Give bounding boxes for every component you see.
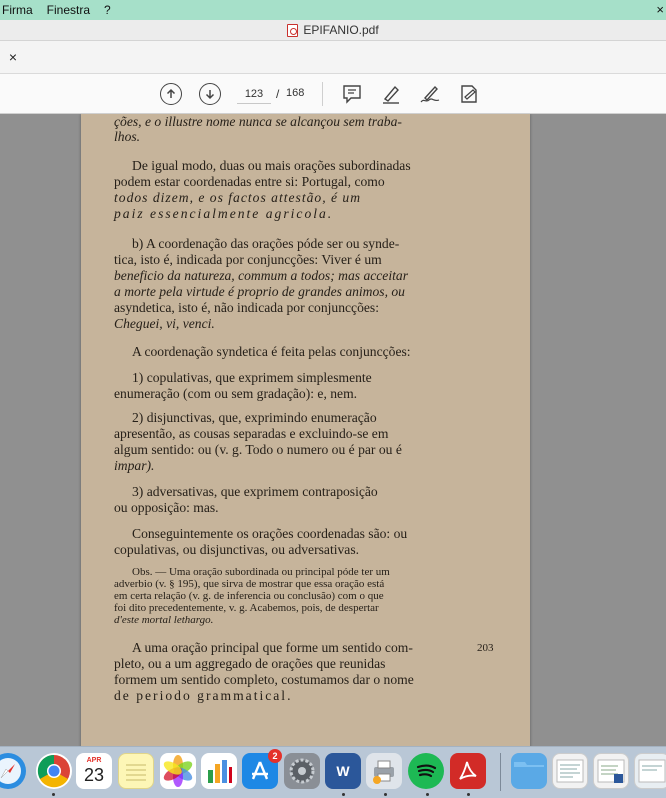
window-title: EPIFANIO.pdf	[303, 23, 379, 37]
text-line: ções, e o illustre nome nunca se alcançou sem traba-	[114, 114, 402, 129]
text-line: de periodo grammatical.	[114, 688, 293, 703]
dock-running-indicator	[342, 793, 345, 796]
text-line: pleto, ou a um aggregado de orações que reunidas	[114, 656, 386, 671]
acrobat-icon[interactable]	[450, 753, 486, 789]
text-line: formem um sentido completo, costumamos dar o nome	[114, 672, 414, 687]
numbers-icon[interactable]	[201, 753, 237, 789]
menu-bar	[0, 0, 666, 20]
dock-running-indicator	[467, 793, 470, 796]
total-pages: 168	[286, 87, 305, 99]
note-line: Obs. — Uma oração subordinada ou principal póde ter um	[132, 566, 390, 578]
comment-icon[interactable]	[341, 83, 363, 105]
pdf-page	[81, 114, 530, 746]
menu-item-firma[interactable]: Firma	[2, 3, 33, 17]
image-document-icon[interactable]	[634, 753, 666, 789]
close-icon[interactable]: ×	[656, 2, 664, 17]
text-line: algum sentido: ou (v. g. Todo o numero ou é par ou é	[114, 442, 402, 457]
margin-number: 203	[477, 642, 494, 654]
pdf-file-icon	[287, 24, 298, 37]
text-line: 2) disjunctivas, que, exprimindo enumeração	[132, 410, 377, 425]
system-preferences-icon[interactable]	[284, 753, 320, 789]
text-line: ou opposição: mas.	[114, 500, 219, 515]
text-line: impar).	[114, 458, 155, 473]
calendar-icon[interactable]	[76, 753, 112, 789]
text-line: De igual modo, duas ou mais orações subordinadas	[132, 158, 411, 173]
document-viewer[interactable]	[0, 114, 666, 746]
toolbar-divider	[322, 82, 323, 106]
photos-icon[interactable]	[160, 753, 196, 789]
notes-icon[interactable]	[118, 753, 154, 789]
note-line: adverbio (v. § 195), que sirva de mostrar que essa oração está	[114, 578, 385, 590]
word-document-icon[interactable]	[593, 753, 629, 789]
dock-running-indicator	[426, 793, 429, 796]
arrow-down-circle-icon[interactable]	[199, 83, 221, 105]
dock-separator	[500, 753, 501, 791]
calendar-month: APR	[86, 757, 102, 764]
text-line: 3) adversativas, que exprimem contraposição	[132, 484, 378, 499]
dock-running-indicator	[384, 793, 387, 796]
note-line: em certa relação (v. g. de inferencia ou conclusão) com o que	[114, 590, 384, 602]
text-line: A coordenação syndetica é feita pelas conjuncções:	[132, 344, 411, 359]
text-line: copulativas, ou disjunctivas, ou adversativas.	[114, 542, 360, 557]
highlighter-icon[interactable]	[380, 83, 402, 105]
text-line: A uma oração principal que forme um sentido com-	[132, 640, 413, 655]
text-line: asyndetica, isto é, não indicada por conjuncções:	[114, 300, 379, 315]
sign-pen-icon[interactable]	[419, 83, 441, 105]
text-line: paiz essencialmente agricola.	[114, 206, 334, 221]
arrow-up-circle-icon[interactable]	[160, 83, 182, 105]
title-bar	[0, 20, 666, 41]
pdf-toolbar	[0, 74, 666, 114]
text-line: enumeração (com ou sem gradação): e, nem.	[114, 386, 358, 401]
page-number-input[interactable]	[237, 84, 271, 104]
tab-bar	[0, 41, 666, 74]
document-thumbnail-icon[interactable]	[552, 753, 588, 789]
text-line: 1) copulativas, que exprimem simplesmente	[132, 370, 372, 385]
text-line: Conseguintemente os orações coordenadas são: ou	[132, 526, 408, 541]
note-line: foi dito precedentemente, v. g. Acabemos, pois, de despertar	[114, 602, 379, 614]
text-line: Cheguei, vi, venci.	[114, 316, 215, 331]
calendar-day: 23	[83, 765, 105, 785]
tab-close-icon[interactable]: ×	[8, 49, 18, 65]
text-line: podem estar coordenadas entre si: Portugal, como	[114, 174, 385, 189]
folder-icon[interactable]	[511, 753, 547, 789]
text-line: a morte pela virtude é proprio de grandes animos, ou	[114, 284, 405, 299]
menu-item-help[interactable]: ?	[104, 3, 111, 17]
spotify-icon[interactable]	[408, 753, 444, 789]
chrome-icon[interactable]	[36, 753, 72, 789]
text-line: beneficio da natureza, commum a todos; mas acceitar	[114, 268, 408, 283]
text-line: lhos.	[114, 129, 141, 144]
menu-item-finestra[interactable]: Finestra	[46, 3, 91, 17]
dock	[0, 746, 666, 798]
safari-icon[interactable]	[0, 753, 26, 789]
word-letter: W	[336, 763, 350, 779]
text-line: b) A coordenação das orações póde ser ou synde-	[132, 236, 400, 251]
text-line: apresentão, as cousas separadas e excluindo-se em	[114, 426, 389, 441]
text-line: tica, isto é, indicada por conjuncções: Viver é um	[114, 252, 382, 267]
app-store-badge: 2	[268, 749, 282, 763]
word-icon[interactable]	[325, 753, 361, 789]
text-line: todos dizem, e os factos attestão, é um	[114, 190, 362, 205]
note-line: d'este mortal lethargo.	[114, 614, 214, 626]
fill-sign-icon[interactable]	[458, 83, 480, 105]
printer-icon[interactable]	[366, 753, 402, 789]
page-separator: /	[276, 87, 280, 101]
dock-running-indicator	[52, 793, 55, 796]
